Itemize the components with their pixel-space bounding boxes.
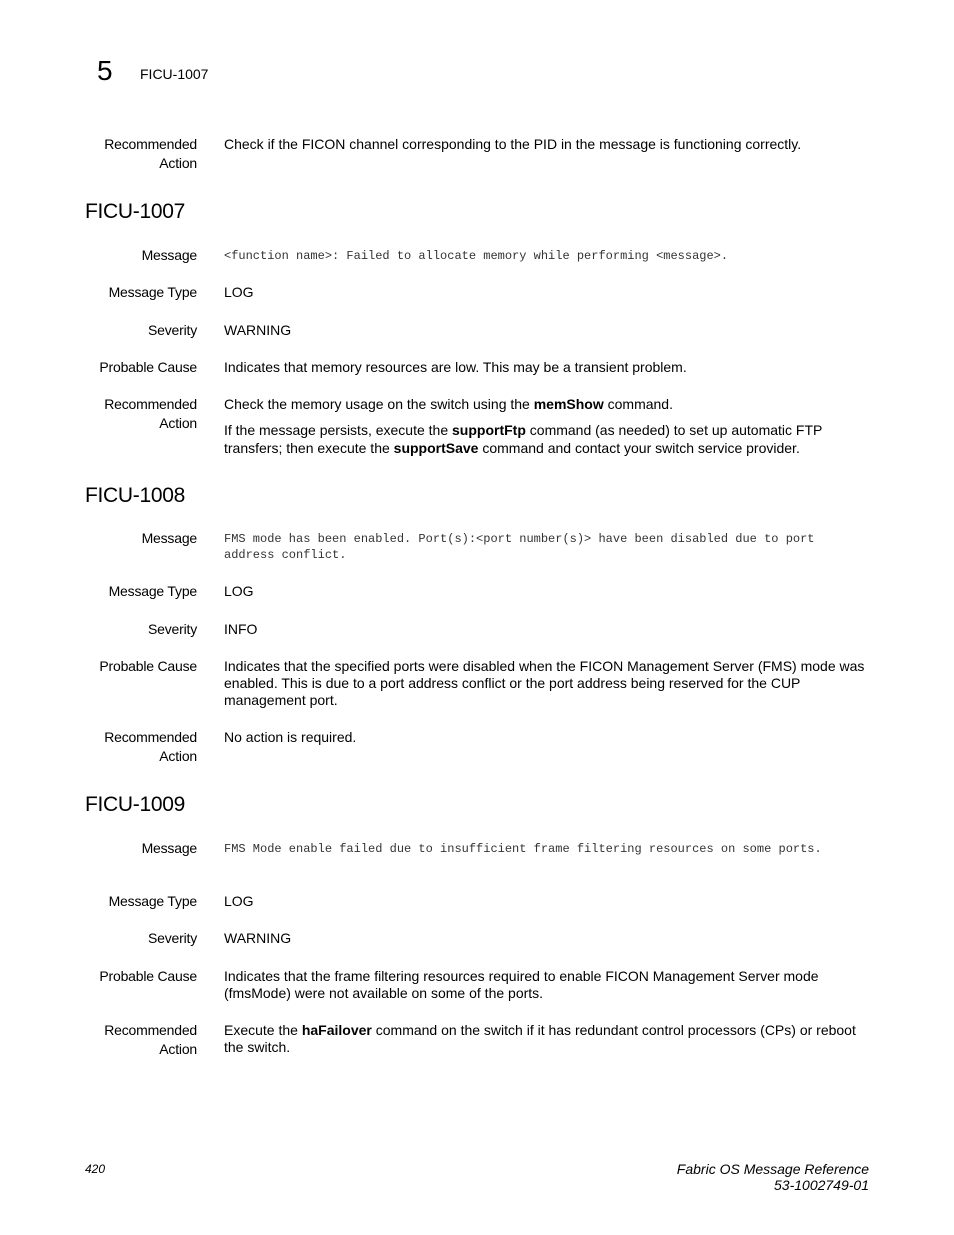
command-supportsave: supportSave: [393, 440, 479, 456]
section-title-ficu-1008: FICU-1008: [85, 484, 186, 507]
message-type-label: Message Type: [108, 284, 197, 300]
recommended-action-text: No action is required.: [224, 729, 357, 745]
severity-value: INFO: [224, 621, 258, 637]
footer-doc-number: 53-1002749-01: [774, 1177, 869, 1193]
probable-cause-label: Probable Cause: [99, 359, 197, 375]
probable-cause-text: Indicates that memory resources are low. This may be a transient problem.: [224, 359, 687, 375]
message-label: Message: [141, 530, 197, 546]
severity-label: Severity: [148, 322, 197, 338]
recommended-action-text-2: If the message persists, execute the supportFtp command (as needed) to set up automatic FTP transfers; then execute the supportSave command and contact your switch service provider.: [224, 422, 823, 456]
command-hafailover: haFailover: [301, 1022, 372, 1038]
message-text: FMS mode has been enabled. Port(s):<port number(s)> have been disabled due to port address conflict.: [224, 532, 815, 562]
recommended-action-label: Recommended Action: [104, 729, 197, 764]
severity-value: WARNING: [224, 322, 292, 338]
section-title-ficu-1007: FICU-1007: [85, 200, 186, 223]
probable-cause-text: Indicates that the specified ports were disabled when the FICON Management Server (FMS) mode was enabled. This is due to a port address conflict or the port address being reserved for the CUP management port.: [224, 658, 865, 708]
probable-cause-text: Indicates that the frame filtering resources required to enable FICON Management Server mode (fmsMode) were not available on some of the ports.: [224, 968, 819, 1001]
severity-label: Severity: [148, 621, 197, 637]
probable-cause-label: Probable Cause: [99, 968, 197, 984]
message-type-value: LOG: [224, 583, 254, 599]
message-type-label: Message Type: [108, 583, 197, 599]
probable-cause-label: Probable Cause: [99, 658, 197, 674]
chapter-running-title: FICU-1007: [140, 66, 209, 82]
page-number: 420: [85, 1162, 106, 1176]
message-type-label: Message Type: [108, 893, 197, 909]
message-label: Message: [141, 247, 197, 263]
footer-doc-title: Fabric OS Message Reference: [676, 1161, 869, 1177]
recommended-action-text: Execute the haFailover command on the switch if it has redundant control processors (CPs) or reboot the switch.: [224, 1022, 856, 1055]
chapter-number: 5: [97, 55, 113, 86]
section-title-ficu-1009: FICU-1009: [85, 793, 186, 816]
top-recommended-action-text: Check if the FICON channel corresponding to the PID in the message is functioning correctly.: [224, 136, 802, 152]
severity-label: Severity: [148, 930, 197, 946]
message-label: Message: [141, 840, 197, 856]
recommended-action-label: Recommended Action: [104, 396, 197, 431]
top-recommended-action-label: Recommended Action: [104, 136, 197, 171]
message-type-value: LOG: [224, 284, 254, 300]
command-supportftp: supportFtp: [452, 422, 526, 438]
severity-value: WARNING: [224, 930, 292, 946]
footer-doc-info: [677, 1161, 869, 1193]
recommended-action-text-1: Check the memory usage on the switch using the memShow command.: [224, 396, 673, 412]
message-type-value: LOG: [224, 893, 254, 909]
command-memshow: memShow: [533, 396, 604, 412]
message-text: <function name>: Failed to allocate memory while performing <message>.: [224, 249, 729, 263]
message-text: FMS Mode enable failed due to insufficient frame filtering resources on some ports.: [224, 842, 822, 856]
recommended-action-label: Recommended Action: [104, 1022, 197, 1057]
